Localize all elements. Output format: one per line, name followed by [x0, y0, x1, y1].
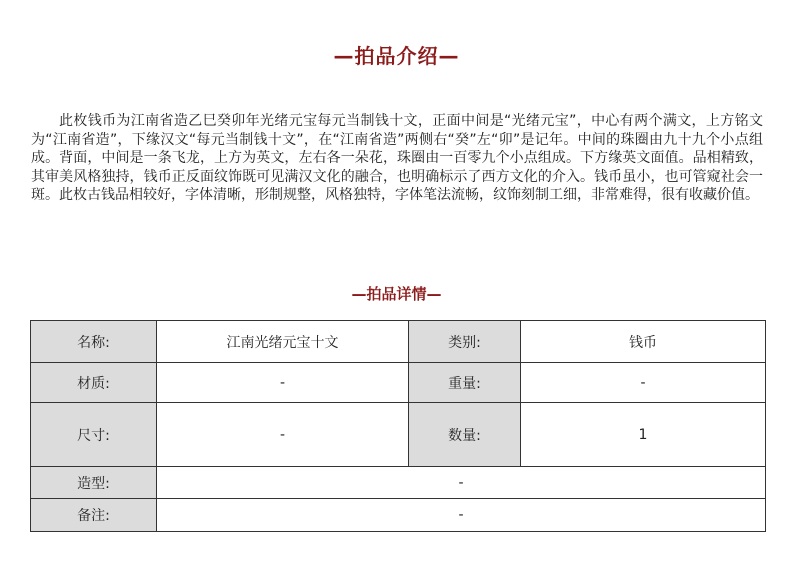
category-value: 钱币 — [521, 321, 766, 363]
weight-value: - — [521, 363, 766, 403]
details-section-title: —拍品详情— — [351, 285, 442, 303]
table-row — [31, 363, 766, 403]
name-label: 名称: — [31, 321, 157, 363]
table-row — [31, 403, 766, 467]
remark-value: - — [157, 499, 766, 532]
table-row — [31, 321, 766, 363]
intro-section-title: —拍品介绍— — [333, 44, 460, 68]
shape-label: 造型: — [31, 467, 157, 499]
table-row — [31, 467, 766, 499]
quantity-value: 1 — [521, 403, 766, 467]
intro-paragraph: 此枚钱币为江南省造乙巳癸卯年光绪元宝每元当制钱十文，正面中间是“光绪元宝”，中心有两个满文，上方铭文为“江南省造”，下缘汉文“每元当制钱十文”，在“江南省造”两侧右“癸”左“卯”是记年。中间的珠圈由九十九个小点组成。背面，中间是一条飞龙，上方为英文，左右各一朵花，珠圈由一百零九个小点组成。下方缘英文面值。品相精致，其审美风格独持，钱币正反面纹饰既可见满汉文化的融合，也明确标示了西方文化的介入。钱币虽小，也可管窥社会一斑。此枚古钱品相较好，字体清晰，形制规整，风格独特，字体笔法流畅，纹饰刻制工细，非常难得，很有收藏价值。 — [31, 113, 763, 203]
material-label: 材质: — [31, 363, 157, 403]
table-row — [31, 499, 766, 532]
name-value: 江南光绪元宝十文 — [157, 321, 409, 363]
remark-label: 备注: — [31, 499, 157, 532]
material-value: - — [157, 363, 409, 403]
size-value: - — [157, 403, 409, 467]
quantity-label: 数量: — [409, 403, 521, 467]
weight-label: 重量: — [409, 363, 521, 403]
details-table — [30, 320, 766, 532]
category-label: 类别: — [409, 321, 521, 363]
shape-value: - — [157, 467, 766, 499]
size-label: 尺寸: — [31, 403, 157, 467]
